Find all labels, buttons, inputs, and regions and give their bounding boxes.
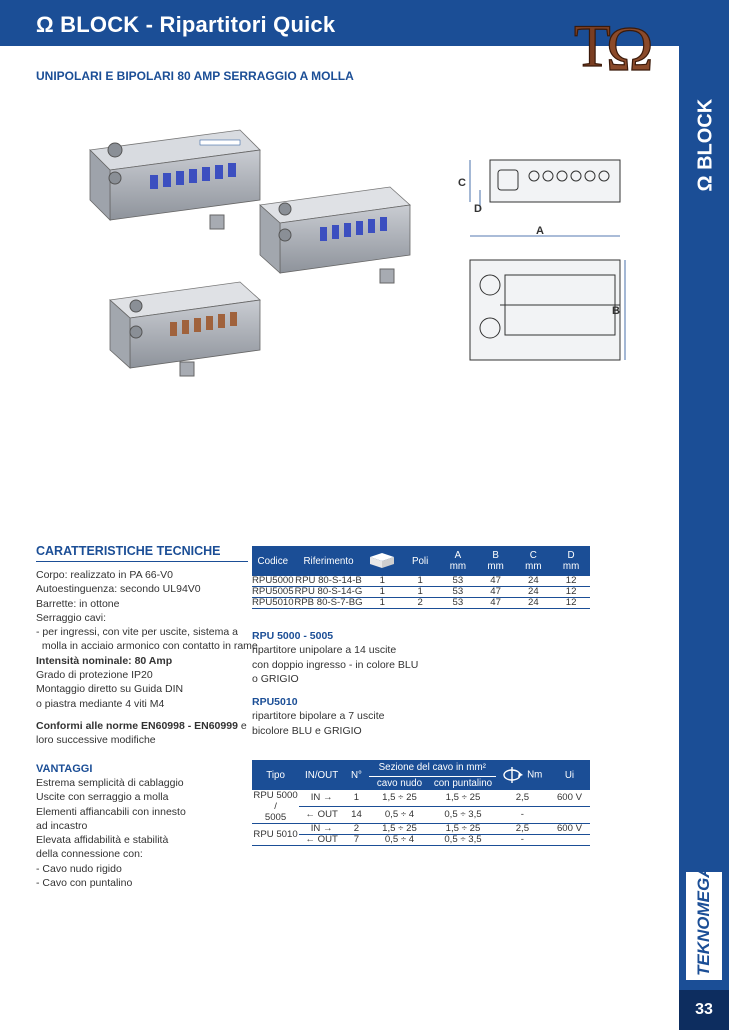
dim-a-label: A (536, 225, 544, 237)
dim-c-label: C (458, 177, 466, 189)
device-rpu5000 (90, 130, 260, 229)
spec-line: Corpo: realizzato in PA 66-V0 (36, 569, 173, 581)
advantage-line: ad incastro (36, 819, 88, 832)
col-nm: Nm (496, 760, 549, 790)
table-row: RPU 5000 / 5005 IN → 1 1,5 ÷ 25 1,5 ÷ 25 2,5 600 V (252, 790, 590, 806)
col-b: B mm (477, 546, 515, 576)
svg-text:T: T (574, 13, 611, 76)
cable-table (252, 760, 590, 846)
advantage-line: - Cavo con puntalino (36, 877, 133, 890)
table-row: RPU5010 RPB 80-S-7-BG 1 2 53 47 24 12 (252, 598, 590, 609)
device-rpu5005 (260, 187, 410, 283)
col-sezione: Sezione del cavo in mm² (369, 760, 496, 776)
tipo-cell: RPU 5010 (252, 824, 299, 846)
table-row: ← OUT 14 0,5 ÷ 4 0,5 ÷ 3,5 - (252, 806, 590, 823)
advantage-line: della connessione con: (36, 848, 143, 861)
col-inout: IN/OUT (299, 760, 344, 790)
vendor-logo: TEKNOMEGA (686, 872, 722, 980)
advantage-line: Elevata affidabilità e stabilità (36, 834, 169, 847)
description-title: RPU5010 (252, 696, 298, 708)
col-package-icon (363, 546, 401, 576)
spec-line: - per ingressi, con vite per uscite, sistema a (36, 626, 238, 639)
col-tipo: Tipo (252, 760, 299, 790)
spec-intensita: Intensità nominale: 80 Amp (36, 654, 173, 667)
product-photo (80, 110, 420, 410)
spec-line: loro successive modifiche (36, 734, 156, 747)
col-c: C mm (514, 546, 552, 576)
col-ui: Ui (549, 760, 590, 790)
col-codice: Codice (252, 546, 294, 576)
col-d: D mm (552, 546, 590, 576)
section-title-vantaggi: VANTAGGI (36, 763, 93, 775)
col-riferimento: Riferimento (294, 546, 364, 576)
device-rpu5010 (110, 282, 260, 376)
page-title: Ω BLOCK - Ripartitori Quick (36, 12, 336, 37)
spec-line: Autoestinguenza: secondo UL94V0 (36, 583, 201, 596)
dim-b-label: B (612, 305, 620, 317)
product-table (252, 546, 590, 609)
tipo-cell: RPU 5000 / 5005 (253, 790, 298, 823)
spec-line: Grado di protezione IP20 (36, 669, 153, 682)
table-row: RPU 5010 IN → 2 1,5 ÷ 25 1,5 ÷ 25 2,5 600 V (252, 824, 590, 835)
col-n: N° (344, 760, 369, 790)
col-poli: Poli (401, 546, 439, 576)
spec-line: Barrette: in ottone (36, 597, 120, 610)
brand-logo (570, 12, 674, 76)
spec-line: molla in acciaio armonico con contatto in rame (36, 640, 258, 653)
dimension-drawing (450, 150, 630, 380)
advantage-line: Elementi affiancabili con innesto (36, 805, 186, 818)
spec-conformi: Conformi alle norme EN60998 - EN60999 e (36, 719, 247, 732)
spec-line: Serraggio cavi: (36, 611, 107, 624)
description-title: RPU 5000 - 5005 (252, 630, 334, 642)
table-row: RPU5000 RPU 80-S-14-B 1 1 53 47 24 12 (252, 576, 590, 587)
dim-d-label: D (474, 203, 482, 215)
description-rpu5010: RPU5010 ripartitore bipolare a 7 uscite bicolore BLU e GRIGIO (252, 696, 385, 737)
spec-line: o piastra mediante 4 viti M4 (36, 697, 165, 710)
page-number: 33 (679, 990, 729, 1030)
advantage-line: Uscite con serraggio a molla (36, 791, 169, 804)
description-rpu5000: RPU 5000 - 5005 ripartitore unipolare a 14 uscite con doppio ingresso - in colore BLU o GRIGIO (252, 630, 419, 685)
package-icon (367, 551, 397, 569)
torque-icon (502, 766, 524, 784)
advantage-line: - Cavo nudo rigido (36, 862, 122, 875)
table-row: RPU5005 RPU 80-S-14-G 1 1 53 47 24 12 (252, 587, 590, 598)
col-a: A mm (439, 546, 477, 576)
vantaggi-text (36, 776, 186, 890)
divider (36, 561, 248, 562)
svg-text:Ω: Ω (606, 13, 654, 76)
col-cavo-nudo: cavo nudo (369, 776, 430, 790)
advantage-line: Estrema semplicità di cablaggio (36, 777, 184, 789)
caratteristiche-text (36, 568, 258, 748)
page-subtitle: UNIPOLARI E BIPOLARI 80 AMP SERRAGGIO A MOLLA (36, 69, 354, 83)
col-puntalino: con puntalino (430, 776, 496, 790)
section-title-caratteristiche: CARATTERISTICHE TECNICHE (36, 544, 221, 558)
table-row: ← OUT 7 0,5 ÷ 4 0,5 ÷ 3,5 - (252, 835, 590, 846)
sidebar-section-label: Ω BLOCK (694, 98, 717, 192)
spec-line: Montaggio diretto su Guida DIN (36, 683, 184, 696)
